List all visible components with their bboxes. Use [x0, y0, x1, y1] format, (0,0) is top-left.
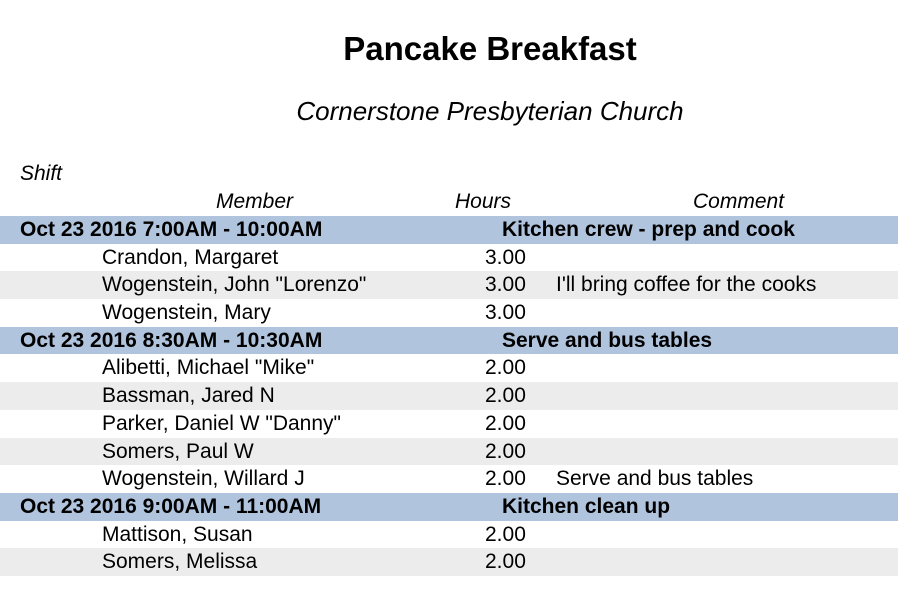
column-header-shift: Shift	[20, 162, 63, 185]
member-name: Parker, Daniel W "Danny"	[102, 411, 341, 435]
member-row	[0, 299, 898, 327]
member-name: Mattison, Susan	[102, 522, 253, 546]
shift-description: Kitchen crew - prep and cook	[502, 218, 795, 241]
member-row	[0, 465, 898, 493]
member-hours: 3.00	[485, 245, 526, 269]
column-header-member: Member	[216, 190, 294, 213]
member-row	[0, 244, 898, 272]
shift-label: Oct 23 2016 7:00AM - 10:00AM	[20, 218, 323, 241]
member-hours: 2.00	[485, 356, 526, 380]
member-name: Somers, Paul W	[102, 439, 254, 463]
schedule-table	[0, 216, 898, 576]
shift-description: Kitchen clean up	[502, 494, 671, 518]
member-name: Wogenstein, John "Lorenzo"	[102, 273, 367, 297]
member-comment: Serve and bus tables	[556, 467, 754, 491]
column-header-comment: Comment	[693, 190, 785, 213]
member-name: Somers, Melissa	[102, 550, 258, 574]
member-comment: I'll bring coffee for the cooks	[556, 273, 817, 297]
column-header-hours: Hours	[455, 190, 512, 213]
member-name: Alibetti, Michael "Mike"	[102, 356, 315, 380]
member-name: Wogenstein, Willard J	[102, 467, 305, 491]
member-hours: 2.00	[485, 439, 526, 463]
member-name: Wogenstein, Mary	[102, 301, 271, 325]
member-hours: 2.00	[485, 411, 526, 435]
member-hours: 3.00	[485, 273, 526, 297]
member-hours: 2.00	[485, 550, 526, 574]
member-name: Crandon, Margaret	[102, 245, 279, 269]
member-hours: 2.00	[485, 467, 526, 491]
shift-row	[0, 327, 898, 355]
shift-description: Serve and bus tables	[502, 328, 713, 352]
member-row	[0, 382, 898, 410]
member-row	[0, 410, 898, 438]
shift-label: Oct 23 2016 9:00AM - 11:00AM	[20, 494, 322, 518]
member-hours: 2.00	[485, 522, 526, 546]
member-name: Bassman, Jared N	[102, 384, 275, 408]
member-row	[0, 271, 898, 299]
member-row	[0, 438, 898, 466]
shift-label: Oct 23 2016 8:30AM - 10:30AM	[20, 328, 323, 352]
member-hours: 3.00	[485, 301, 526, 325]
member-hours: 2.00	[485, 384, 526, 408]
member-row	[0, 521, 898, 549]
report-subtitle: Cornerstone Presbyterian Church	[296, 96, 684, 126]
report-title: Pancake Breakfast	[343, 30, 637, 67]
member-row	[0, 354, 898, 382]
shift-row	[0, 216, 898, 244]
member-row	[0, 548, 898, 576]
shift-row	[0, 493, 898, 521]
